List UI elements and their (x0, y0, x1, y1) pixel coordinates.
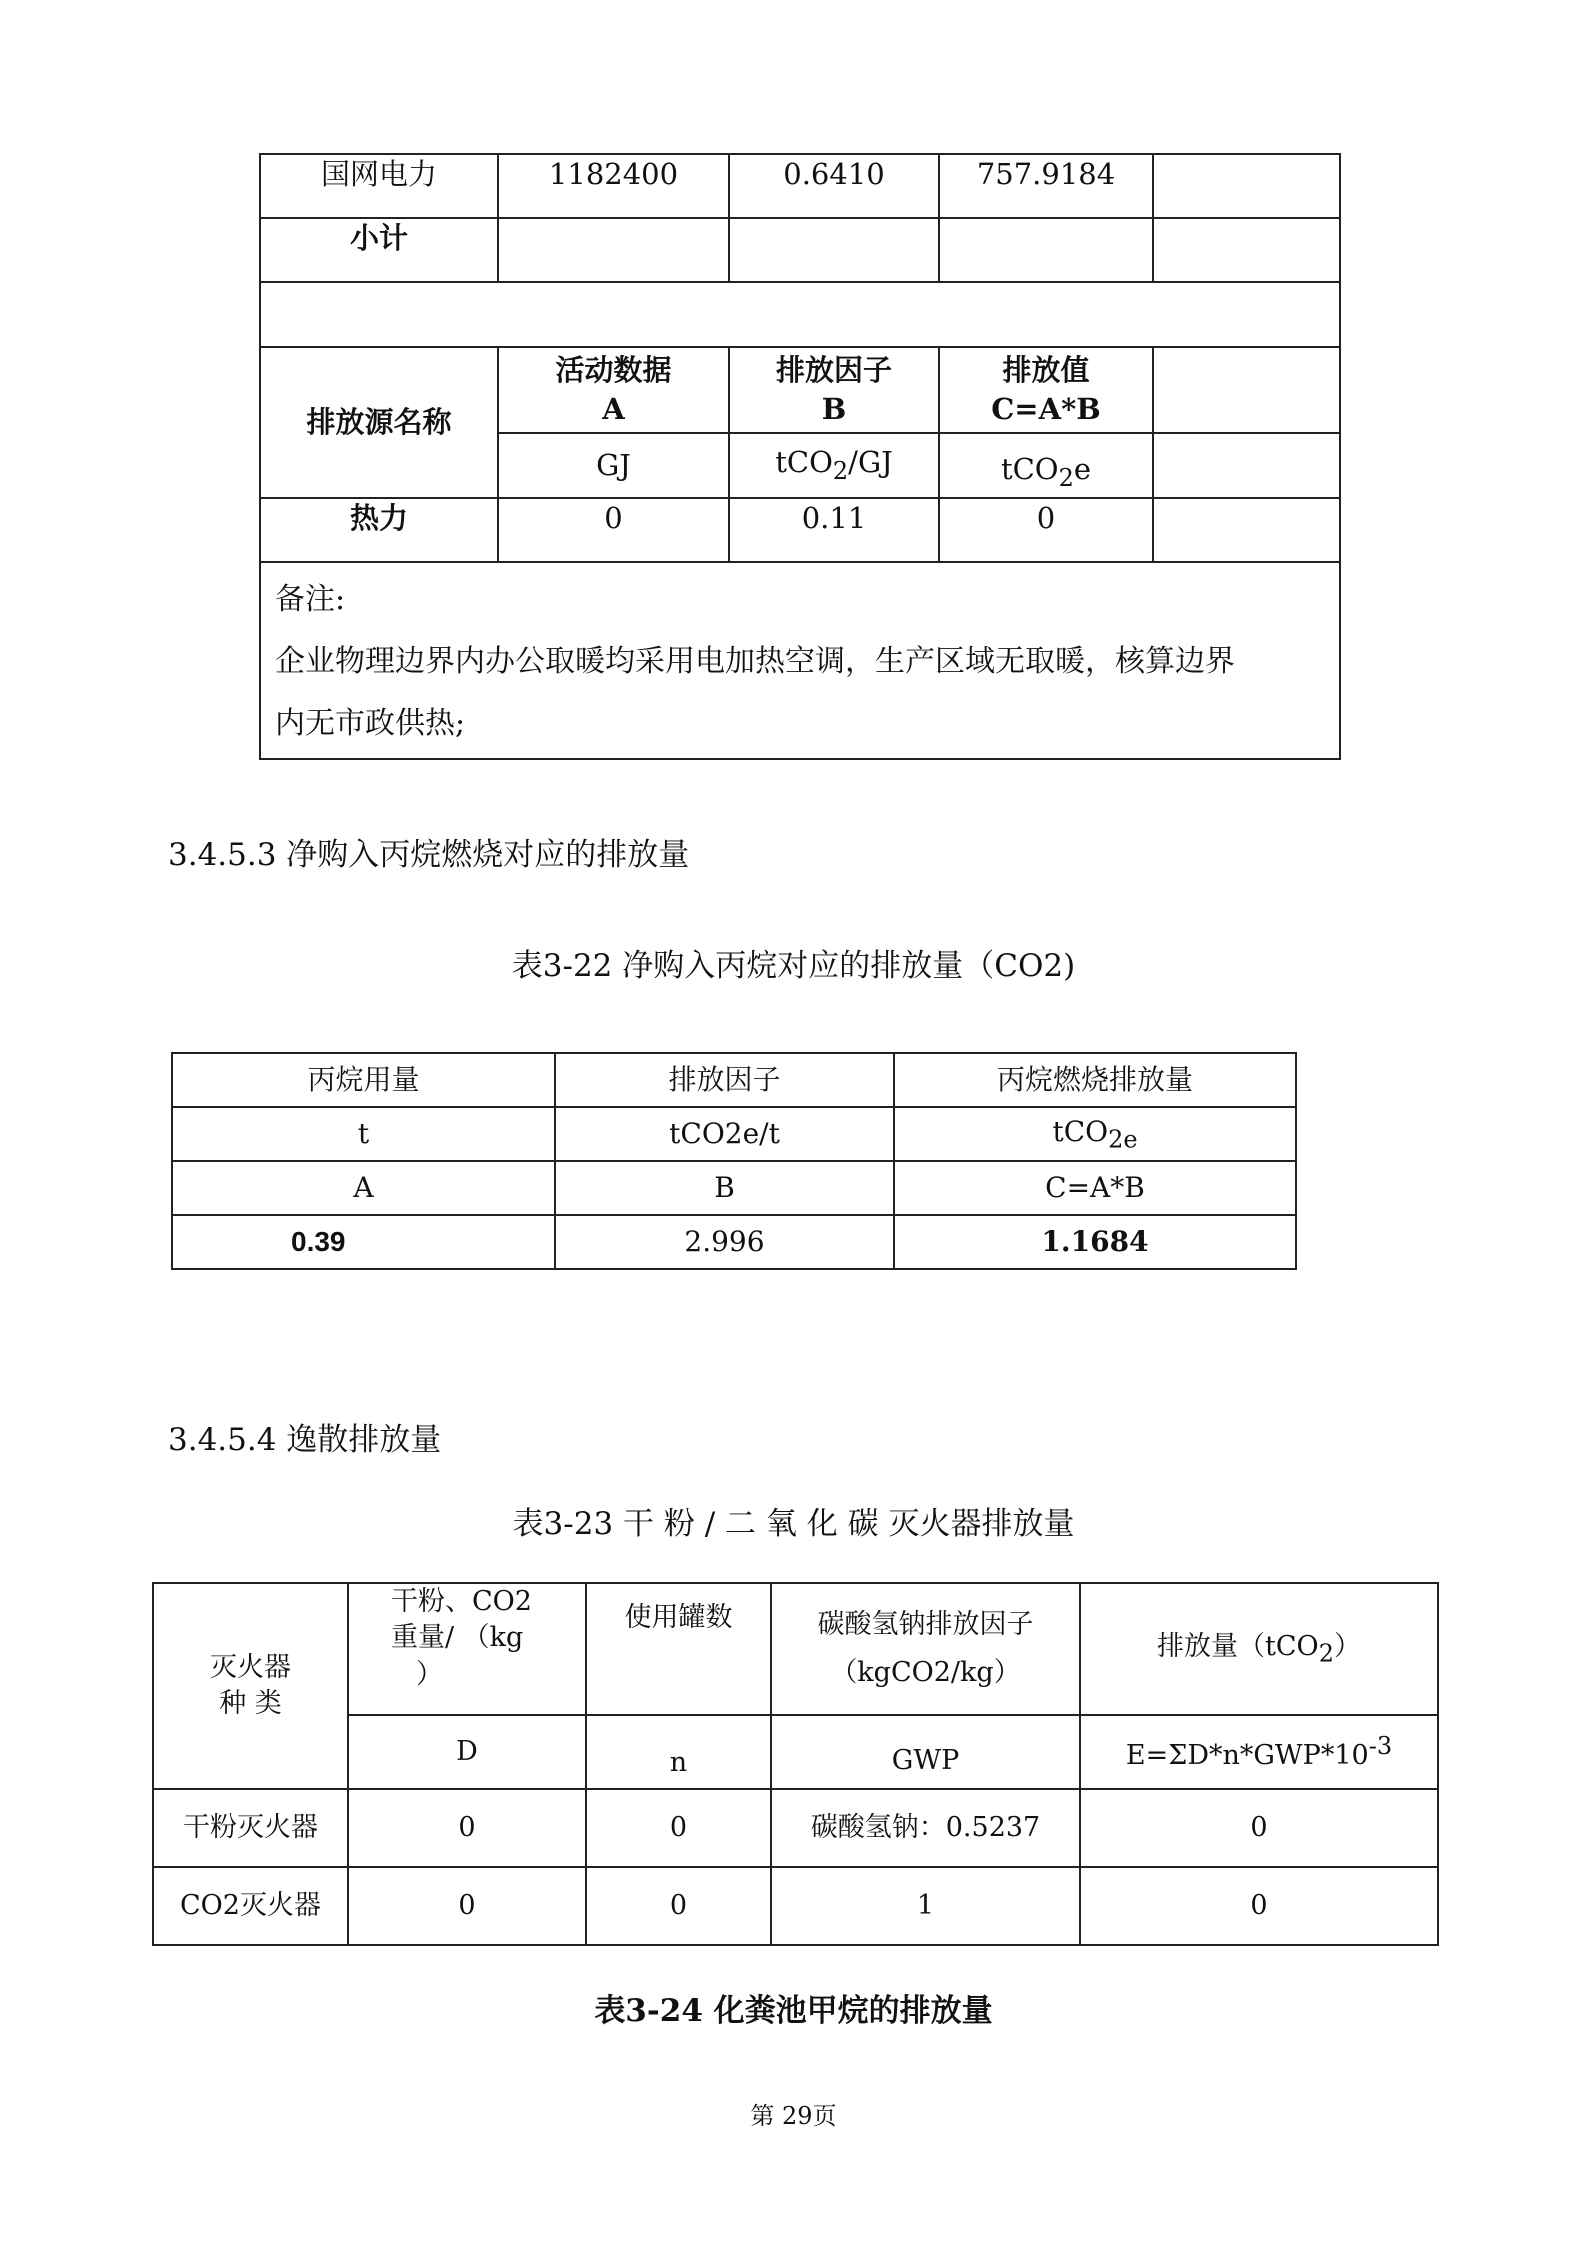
activity-data-title: 活动数据 (555, 352, 672, 387)
propane-factor-value: 2.996 (555, 1215, 894, 1269)
header-text-line: 干粉、CO2 (391, 1586, 532, 1617)
empty-cell (939, 218, 1153, 282)
propane-usage-value: 0.39 (172, 1215, 555, 1269)
symbol-gwp: GWP (771, 1715, 1080, 1789)
header-text-line: （kgCO2/kg） (830, 1657, 1021, 1688)
empty-cell (1153, 218, 1340, 282)
subtotal-label: 小计 (260, 218, 498, 282)
empty-cell (498, 218, 729, 282)
table-row (153, 1789, 1438, 1867)
table-caption-3-23: 表3-23 干 粉 / 二 氧 化 碳 灭火器排放量 (512, 1506, 1075, 1542)
source-name-header: 排放源名称 (260, 347, 498, 498)
unit-gj: GJ (498, 433, 729, 498)
header-text-line: ） (416, 1658, 443, 1690)
factor-cell: 1 (771, 1867, 1080, 1945)
letter-a: A (172, 1161, 555, 1215)
empty-cell (729, 218, 939, 282)
table-row (260, 498, 1340, 562)
notes-line: 企业物理边界内办公取暖均采用电加热空调，生产区域无取暖，核算边界 (275, 644, 1235, 679)
header-text: ） (1333, 1630, 1361, 1662)
electricity-heat-emission-table (259, 153, 1341, 760)
header-text: 排放量（tCO (1157, 1630, 1319, 1662)
unit-subscript: 2 (832, 457, 849, 486)
table-row (172, 1107, 1296, 1161)
symbol-n: n (586, 1715, 771, 1789)
emission-cell: 0 (1080, 1867, 1438, 1945)
activity-data-cell: 1182400 (498, 154, 729, 218)
letter-b: B (555, 1161, 894, 1215)
table-row (260, 218, 1340, 282)
table-row (260, 562, 1340, 759)
emission-value-title: 排放值 (1002, 352, 1090, 387)
unit-subscript: 2e (1108, 1125, 1138, 1154)
table-caption-3-22: 表3-22 净购入丙烷对应的排放量（CO2) (511, 948, 1076, 984)
count-cell: 0 (586, 1867, 771, 1945)
header-text-line: 碳酸氢钠排放因子 (817, 1608, 1034, 1640)
unit-tco2e (939, 433, 1153, 498)
table-row (260, 282, 1340, 347)
extinguisher-type-cell: 干粉灭火器 (153, 1789, 348, 1867)
header-weight (348, 1583, 586, 1715)
header-text-line: 灭火器 (210, 1651, 291, 1683)
emission-formula (1080, 1715, 1438, 1789)
empty-cell (1153, 347, 1340, 433)
table-caption-3-24: 表3-24 化粪池甲烷的排放量 (594, 1993, 993, 2029)
notes-line: 内无市政供热; (275, 706, 466, 741)
emission-value-formula: C=A*B (991, 392, 1101, 426)
unit-tco2e (894, 1107, 1296, 1161)
table-row (260, 347, 1340, 433)
unit-prefix: tCO (1052, 1114, 1109, 1148)
header-emission (1080, 1583, 1438, 1715)
weight-cell: 0 (348, 1867, 586, 1945)
unit-subscript: 2 (1058, 464, 1074, 493)
notes-cell (260, 562, 1340, 759)
emission-factor-cell: 0.6410 (729, 154, 939, 218)
formula-c: C=A*B (894, 1161, 1296, 1215)
table-row (260, 154, 1340, 218)
unit-tco2-per-gj (729, 433, 939, 498)
count-cell: 0 (586, 1789, 771, 1867)
emission-factor-letter: B (821, 392, 847, 426)
heat-factor-value: 0.11 (729, 498, 939, 562)
unit-prefix: tCO (1000, 452, 1059, 487)
header-extinguisher-type (153, 1583, 348, 1789)
section-heading-propane: 3.4.5.3 净购入丙烷燃烧对应的排放量 (168, 837, 690, 873)
formula-text: E=ΣD*n*GWP*10 (1125, 1739, 1369, 1771)
emission-cell: 0 (1080, 1789, 1438, 1867)
unit-tco2e-per-t: tCO2e/t (555, 1107, 894, 1161)
page-number: 第 29页 (750, 2102, 837, 2130)
extinguisher-type-cell: CO2灭火器 (153, 1867, 348, 1945)
heat-label: 热力 (260, 498, 498, 562)
header-propane-usage: 丙烷用量 (172, 1053, 555, 1107)
empty-cell (1153, 498, 1340, 562)
emission-factor-header (729, 347, 939, 433)
propane-emission-table (171, 1052, 1297, 1270)
empty-cell (1153, 433, 1340, 498)
propane-emission-value: 1.1684 (894, 1215, 1296, 1269)
unit-suffix: e (1073, 452, 1092, 487)
header-tank-count: 使用罐数 (586, 1583, 771, 1715)
unit-suffix: /GJ (848, 445, 893, 480)
table-row (153, 1867, 1438, 1945)
fire-extinguisher-emission-table (152, 1582, 1439, 1946)
activity-data-header (498, 347, 729, 433)
heat-activity-value: 0 (498, 498, 729, 562)
section-heading-fugitive: 3.4.5.4 逸散排放量 (168, 1422, 442, 1458)
table-row (153, 1583, 1438, 1715)
weight-cell: 0 (348, 1789, 586, 1867)
table-row (172, 1053, 1296, 1107)
activity-data-letter: A (602, 392, 625, 426)
heat-emission-value: 0 (939, 498, 1153, 562)
source-name-cell: 国网电力 (260, 154, 498, 218)
table-row (172, 1161, 1296, 1215)
header-emission-factor: 排放因子 (555, 1053, 894, 1107)
emission-value-header (939, 347, 1153, 433)
blank-separator-row (260, 282, 1340, 347)
table-row (172, 1215, 1296, 1269)
emission-value-cell: 757.9184 (939, 154, 1153, 218)
emission-factor-title: 排放因子 (775, 352, 892, 387)
symbol-d: D (348, 1715, 586, 1789)
unit-prefix: tCO (775, 445, 833, 480)
header-subscript: 2 (1318, 1639, 1334, 1667)
factor-cell: 碳酸氢钠：0.5237 (771, 1789, 1080, 1867)
formula-exponent: -3 (1368, 1731, 1393, 1760)
header-text-line: 重量/ （kg (391, 1622, 524, 1654)
empty-cell (1153, 154, 1340, 218)
header-propane-emission: 丙烷燃烧排放量 (894, 1053, 1296, 1107)
unit-t: t (172, 1107, 555, 1161)
header-bicarbonate-factor (771, 1583, 1080, 1715)
header-text-line: 种 类 (219, 1688, 282, 1719)
notes-title: 备注: (275, 582, 346, 617)
